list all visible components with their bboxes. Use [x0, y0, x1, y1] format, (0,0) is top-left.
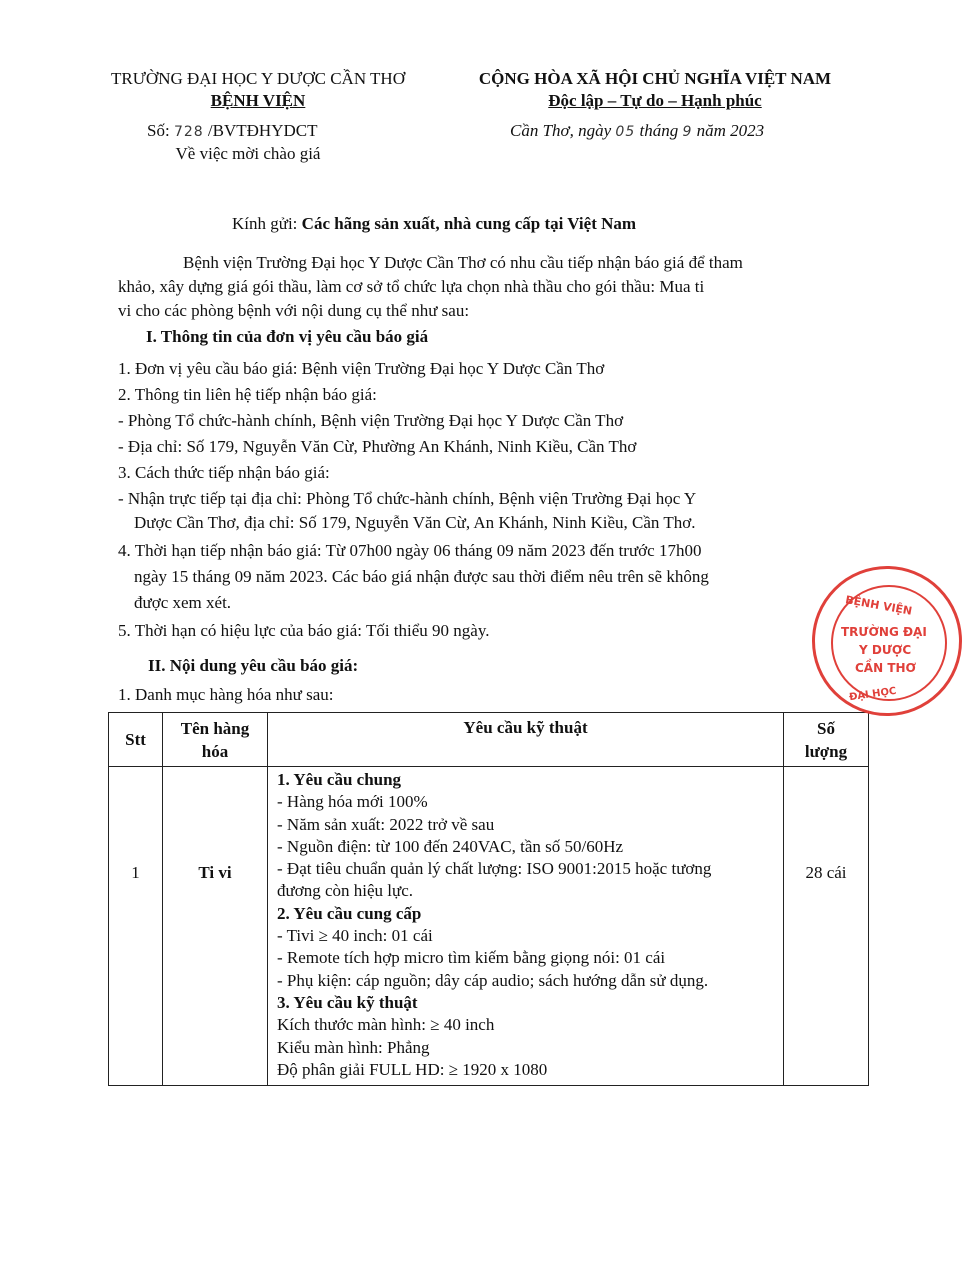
section1-line: Dược Cần Thơ, địa chỉ: Số 179, Nguyễn Văn Cừ, An Khánh, Ninh Kiều, Cần Thơ. — [134, 513, 696, 532]
intro-line: vi cho các phòng bệnh với nội dung cụ thể như sau: — [118, 301, 470, 320]
section-heading: II. Nội dung yêu cầu báo giá: — [148, 656, 359, 675]
recipient-label: Kính gửi: — [232, 214, 298, 233]
date-day-handwritten: 05 — [615, 124, 636, 140]
doc-number-handwritten: 728 — [173, 124, 204, 140]
section1-line: được xem xét. — [134, 593, 232, 612]
req-line: - Nguồn điện: từ 100 đến 240VAC, tần số 50/60Hz — [277, 836, 624, 856]
req-line: - Hàng hóa mới 100% — [277, 792, 428, 812]
nation-title: CỘNG HÒA XÃ HỘI CHỦ NGHĨA VIỆT NAM — [478, 69, 832, 88]
recipient-line — [232, 214, 636, 234]
goods-list-intro: 1. Danh mục hàng hóa như sau: — [118, 685, 334, 704]
col-header-quantity: Số lượng — [784, 713, 869, 767]
org-department: BỆNH VIỆN — [210, 91, 306, 110]
recipient-name: Các hãng sản xuất, nhà cung cấp tại Việt Nam — [301, 214, 637, 233]
table-header-row — [109, 713, 869, 767]
section1-line: - Nhận trực tiếp tại địa chỉ: Phòng Tổ chức-hành chính, Bệnh viện Trường Đại học Y — [118, 489, 697, 508]
section1-line: 2. Thông tin liên hệ tiếp nhận báo giá: — [118, 385, 377, 404]
stamp-text: TRƯỜNG ĐẠI — [841, 625, 927, 639]
col-header-name: Tên hàng hóa — [163, 713, 268, 767]
date-mid: tháng — [639, 121, 679, 140]
document-date — [510, 121, 764, 141]
table-row — [109, 767, 869, 1086]
col-header-requirements: Yêu cầu kỹ thuật — [268, 713, 784, 767]
nation-motto: Độc lập – Tự do – Hạnh phúc — [548, 91, 762, 110]
req-line: - Tivi ≥ 40 inch: 01 cái — [277, 926, 433, 946]
doc-number-label: Số: — [147, 121, 170, 140]
row-item-name: Ti vi — [163, 767, 268, 1086]
req-line: - Remote tích hợp micro tìm kiếm bằng giọng nói: 01 cái — [277, 948, 666, 968]
req-line: đương còn hiệu lực. — [277, 881, 413, 901]
doc-number-suffix: /BVTĐHYDCT — [207, 121, 318, 140]
goods-table — [108, 712, 869, 1086]
doc-subject: Về việc mời chào giá — [175, 144, 321, 163]
section1-line: 5. Thời hạn có hiệu lực của báo giá: Tối thiểu 90 ngày. — [118, 621, 490, 640]
req-line: Kích thước màn hình: ≥ 40 inch — [277, 1015, 495, 1035]
document-number — [147, 121, 317, 141]
section1-line: - Địa chỉ: Số 179, Nguyễn Văn Cừ, Phường An Khánh, Ninh Kiều, Cần Thơ — [118, 437, 637, 456]
req-line: Độ phân giải FULL HD: ≥ 1920 x 1080 — [277, 1059, 548, 1079]
col-header-stt: Stt — [109, 713, 163, 767]
req-supply-title: 2. Yêu cầu cung cấp — [277, 903, 422, 923]
req-general-title: 1. Yêu cầu chung — [277, 770, 402, 789]
date-suffix: năm 2023 — [696, 121, 765, 140]
date-prefix: Cần Thơ, ngày — [510, 121, 612, 140]
section-heading: I. Thông tin của đơn vị yêu cầu báo giá — [146, 327, 429, 346]
intro-line: Bệnh viện Trường Đại học Y Dược Cần Thơ có nhu cầu tiếp nhận báo giá để tham — [183, 253, 743, 272]
date-month-handwritten: 9 — [682, 124, 693, 140]
req-line: - Phụ kiện: cáp nguồn; dây cáp audio; sách hướng dẫn sử dụng. — [277, 970, 709, 990]
req-tech-title: 3. Yêu cầu kỹ thuật — [277, 992, 418, 1012]
official-stamp — [812, 566, 962, 716]
stamp-text: CẦN THƠ — [855, 661, 917, 675]
section1-line: 1. Đơn vị yêu cầu báo giá: Bệnh viện Trường Đại học Y Dược Cần Thơ — [118, 359, 605, 378]
row-quantity: 28 cái — [784, 767, 869, 1086]
req-line: Kiểu màn hình: Phẳng — [277, 1037, 430, 1057]
nation-block — [450, 68, 860, 112]
section1-line: - Phòng Tổ chức-hành chính, Bệnh viện Trường Đại học Y Dược Cần Thơ — [118, 411, 624, 430]
org-block — [88, 68, 428, 112]
section1-line: 3. Cách thức tiếp nhận báo giá: — [118, 463, 330, 482]
req-line: - Năm sản xuất: 2022 trở về sau — [277, 814, 495, 834]
stamp-text: Y DƯỢC — [859, 643, 912, 657]
org-name: TRƯỜNG ĐẠI HỌC Y DƯỢC CẦN THƠ — [111, 69, 405, 88]
intro-line: khảo, xây dựng giá gói thầu, làm cơ sở tổ chức lựa chọn nhà thầu cho gói thầu: Mua ti — [118, 277, 705, 296]
row-requirements — [268, 767, 784, 1086]
row-stt: 1 — [109, 767, 163, 1086]
section1-line: ngày 15 tháng 09 năm 2023. Các báo giá nhận được sau thời điểm nêu trên sẽ không — [134, 567, 709, 586]
stamp-text: ĐẠI HỌC — [848, 685, 898, 704]
req-line: - Đạt tiêu chuẩn quản lý chất lượng: ISO 9001:2015 hoặc tương — [277, 859, 712, 879]
stamp-text: BỆNH VIỆN — [844, 593, 914, 618]
section1-line: 4. Thời hạn tiếp nhận báo giá: Từ 07h00 ngày 06 tháng 09 năm 2023 đến trước 17h00 — [118, 541, 702, 560]
